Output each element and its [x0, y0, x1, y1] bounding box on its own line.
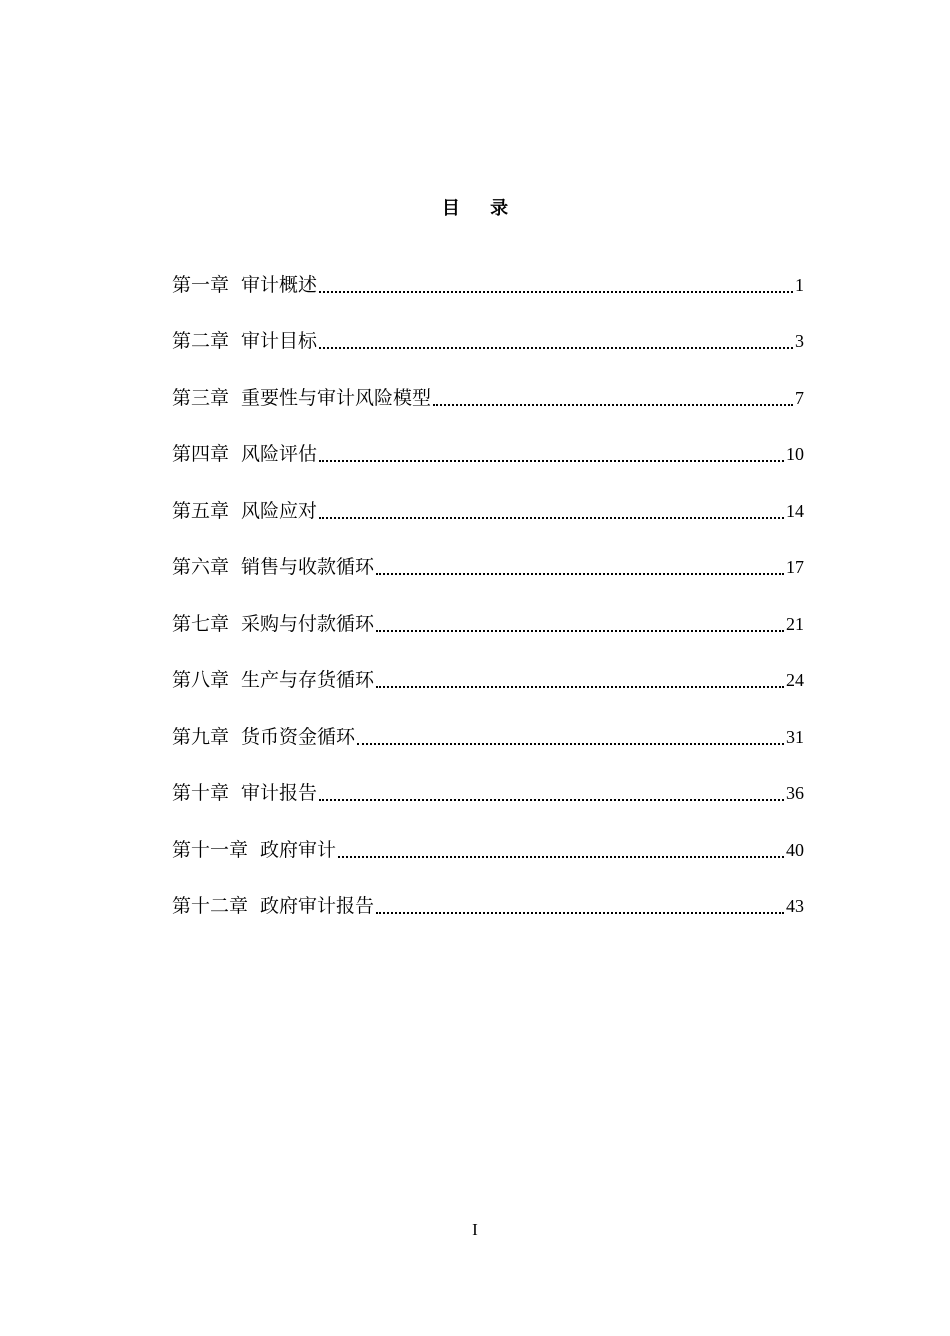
toc-page-number: 1	[795, 275, 804, 295]
toc-entry[interactable]	[172, 665, 804, 695]
toc-chapter-number: 第十二章	[172, 895, 249, 917]
toc-chapter-title: 生产与存货循环	[241, 669, 375, 691]
toc-page-number: 36	[786, 783, 804, 803]
toc-chapter-number: 第五章	[172, 500, 230, 522]
toc-entry[interactable]	[172, 496, 804, 526]
toc-entry[interactable]	[172, 326, 804, 356]
toc-leader-dots	[319, 517, 784, 519]
toc-chapter-number: 第十一章	[172, 839, 249, 861]
toc-page-number: 3	[795, 331, 804, 351]
toc-chapter-number: 第十章	[172, 782, 230, 804]
toc-chapter-number: 第三章	[172, 387, 230, 409]
toc-chapter-title: 审计报告	[241, 782, 318, 804]
toc-title: 目 录	[441, 198, 521, 219]
toc-page-number: 43	[786, 896, 804, 916]
toc-chapter-title: 政府审计报告	[260, 895, 375, 917]
toc-entry[interactable]	[172, 891, 804, 921]
toc-leader-dots	[357, 743, 784, 745]
toc-chapter-number: 第四章	[172, 443, 230, 465]
toc-chapter-number: 第六章	[172, 556, 230, 578]
toc-page-number: 21	[786, 614, 804, 634]
toc-entry[interactable]	[172, 722, 804, 752]
toc-leader-dots	[376, 573, 784, 575]
toc-chapter-number: 第八章	[172, 669, 230, 691]
toc-page-number: 7	[795, 388, 804, 408]
toc-page-number: 14	[786, 501, 804, 521]
toc-entry[interactable]	[172, 609, 804, 639]
toc-chapter-title: 货币资金循环	[241, 726, 356, 748]
toc-leader-dots	[319, 347, 793, 349]
toc-leader-dots	[319, 799, 784, 801]
toc-chapter-title: 政府审计	[260, 839, 337, 861]
toc-chapter-title: 采购与付款循环	[241, 613, 375, 635]
toc-chapter-number: 第七章	[172, 613, 230, 635]
toc-chapter-title: 重要性与审计风险模型	[241, 387, 432, 409]
toc-leader-dots	[319, 291, 793, 293]
toc-page-number: 17	[786, 557, 804, 577]
toc-page-number: 24	[786, 670, 804, 690]
toc-chapter-title: 风险应对	[241, 500, 318, 522]
toc-page-number: 40	[786, 840, 804, 860]
toc-page-number: 10	[786, 444, 804, 464]
toc-chapter-number: 第一章	[172, 274, 230, 296]
toc-leader-dots	[376, 686, 784, 688]
toc-chapter-title: 风险评估	[241, 443, 318, 465]
toc-entry[interactable]	[172, 835, 804, 865]
toc-leader-dots	[376, 912, 784, 914]
toc-entry[interactable]	[172, 552, 804, 582]
toc-leader-dots	[319, 460, 784, 462]
toc-entry[interactable]	[172, 383, 804, 413]
toc-chapter-title: 审计概述	[241, 274, 318, 296]
toc-chapter-title: 审计目标	[241, 330, 318, 352]
toc-chapter-number: 第九章	[172, 726, 230, 748]
toc-chapter-title: 销售与收款循环	[241, 556, 375, 578]
toc-entry[interactable]	[172, 778, 804, 808]
toc-entry[interactable]	[172, 439, 804, 469]
toc-page-number: 31	[786, 727, 804, 747]
toc-entry[interactable]	[172, 270, 804, 300]
page-number-footer: I	[472, 1220, 478, 1239]
toc-leader-dots	[376, 630, 784, 632]
toc-chapter-number: 第二章	[172, 330, 230, 352]
toc-leader-dots	[433, 404, 793, 406]
toc-leader-dots	[338, 856, 784, 858]
